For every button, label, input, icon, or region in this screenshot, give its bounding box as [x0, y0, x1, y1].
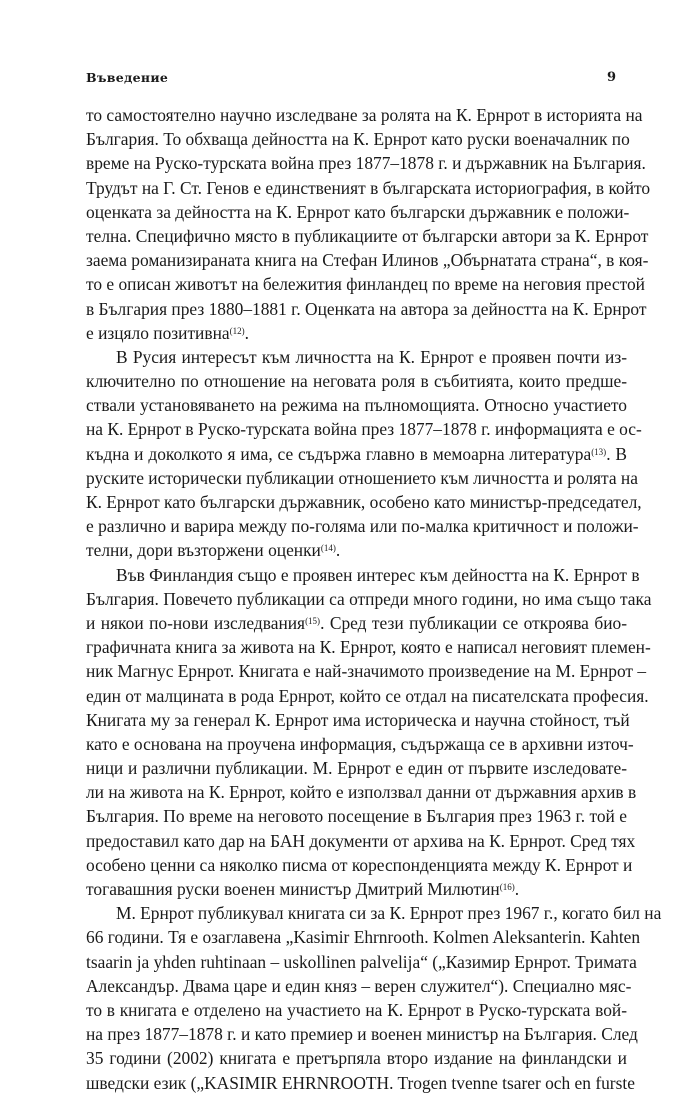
text-fragment: и някои по-нови изследвания	[86, 612, 306, 633]
text-line: ствали установяването на режима на пълномощията. Относно участието	[86, 395, 627, 416]
footnote-ref: (16)	[499, 882, 515, 892]
footnote-ref: (14)	[320, 543, 336, 554]
text-fragment: телни, дори възторжени оценки	[86, 540, 321, 561]
text-line: М. Ернрот публикувал книгата си за К. Ернрот през 1967 г., когато бил на	[116, 903, 662, 924]
text-fragment: тогавашния руски военен министър Дмитрий Милютин	[86, 879, 500, 899]
page-number: 9	[607, 70, 617, 85]
text-line: В Русия интересът към личността на К. Ернрот е проявен почти из-	[116, 346, 627, 367]
text-fragment: къдна и доколкото я има, се съдържа главно в мемоарна литература	[86, 443, 592, 464]
text-line: ли на живота на К. Ернрот, който е използвал данни от държавния архив в	[86, 782, 637, 803]
text-line: заема романизираната книга на Стефан Илинов „Обърнатата страна“, в коя-	[86, 250, 649, 271]
text-line	[86, 877, 627, 901]
text-line: телна. Специфично място в публикациите от български автори за К. Ернрот	[86, 225, 649, 246]
text-line: България. То обхваща дейността на К. Ернрот като руски военачалник по	[86, 129, 630, 150]
text-line	[86, 611, 627, 635]
text-line: Александър. Двама царе и един княз – верен служител“). Специално мяс-	[86, 975, 632, 996]
text-line: на през 1877–1878 г. и като премиер и военен министър на България. След	[86, 1024, 638, 1045]
text-line: предоставил като дар на БАН документи от архива на К. Ернрот. Сред тях	[86, 830, 636, 851]
text-line: като е основана на проучена информация, съдържаща се в архивни източ-	[86, 733, 634, 754]
text-line: Трудът на Г. Ст. Генов е единственият в българската историография, в който	[86, 177, 651, 198]
text-line: tsaarin ja yhden ruhtinaan – uskollinen palvelija“ („Казимир Ернрот. Тримата	[86, 951, 637, 972]
text-line: ници и различни публикации. М. Ернрот е един от първите изследовате-	[86, 758, 627, 779]
footnote-ref: (15)	[305, 615, 321, 626]
text-line: то в книгата е отделено на участието на К. Ернрот в Руско-турската вой-	[86, 999, 627, 1020]
text-line	[86, 538, 627, 562]
running-head: Въведение	[86, 70, 169, 85]
text-line: то е описан животът на бележития финландец по време на неговия престой	[86, 274, 645, 295]
text-line: руските исторически публикации отношението към личността и ролята на	[86, 467, 638, 488]
footnote-ref: (12)	[229, 325, 245, 336]
text-line: един от малцината в рода Ернрот, който се отдал на писателската професия.	[86, 685, 649, 706]
text-line	[86, 442, 627, 466]
text-fragment: е изцяло позитивна	[86, 322, 230, 343]
text-fragment: .	[244, 322, 249, 343]
text-line: К. Ернрот като български държавник, особено като министър-председател,	[86, 492, 642, 512]
text-line: оценката за дейността на К. Ернрот като български държавник е положи-	[86, 201, 630, 222]
text-fragment: .	[335, 540, 341, 561]
text-line: Във Финландия също е проявен интерес към дейността на К. Ернрот в	[116, 564, 640, 585]
text-line: време на Руско-турската война през 1877–1878 г. и държавник на България.	[86, 153, 646, 174]
text-line: ник Магнус Ернрот. Книгата е най-значимото произведение на М. Ернрот –	[86, 661, 647, 682]
text-fragment: . В	[606, 443, 627, 464]
text-line: особено ценни са няколко писма от кореспонденцията между К. Ернрот и	[86, 854, 633, 875]
text-line: на К. Ернрот в Руско-турската война през 1877–1878 г. информацията е ос-	[86, 419, 642, 440]
text-line: България. По време на неговото посещение в България през 1963 г. той е	[86, 806, 627, 827]
text-line	[86, 321, 627, 345]
text-line: то самостоятелно научно изследване за ролята на К. Ернрот в историята на	[86, 105, 643, 125]
text-line: графичната книга за живота на К. Ернрот, която е написал неговият племен-	[86, 637, 651, 658]
text-line: е различно и варира между по-голяма или по-малка критичност и положи-	[86, 516, 639, 537]
text-fragment: . Сред тези публикации се откроява био-	[320, 612, 627, 633]
text-line: ключително по отношение на неговата роля в събитията, които предше-	[86, 371, 627, 392]
text-line: България. Повечето публикации са отпреди много години, но има също така	[86, 588, 652, 609]
text-line: в България през 1880–1881 г. Оценката на автора за дейността на К. Ернрот	[86, 298, 647, 319]
footnote-ref: (13)	[591, 446, 607, 457]
text-fragment: .	[514, 879, 520, 899]
text-line: 35 години (2002) книгата е претърпяла второ издание на финландски и	[86, 1048, 627, 1069]
body-text	[86, 103, 662, 1095]
text-line: Книгата му за генерал К. Ернрот има историческа и научна стойност, тъй	[86, 709, 630, 730]
text-line: 66 години. Тя е озаглавена „Kasimir Ehrnrooth. Kolmen Aleksanterin. Kahten	[86, 927, 641, 948]
text-line: шведски език („KASIMIR EHRNROOTH. Trogen tvenne tsarer och en furste	[86, 1072, 635, 1093]
